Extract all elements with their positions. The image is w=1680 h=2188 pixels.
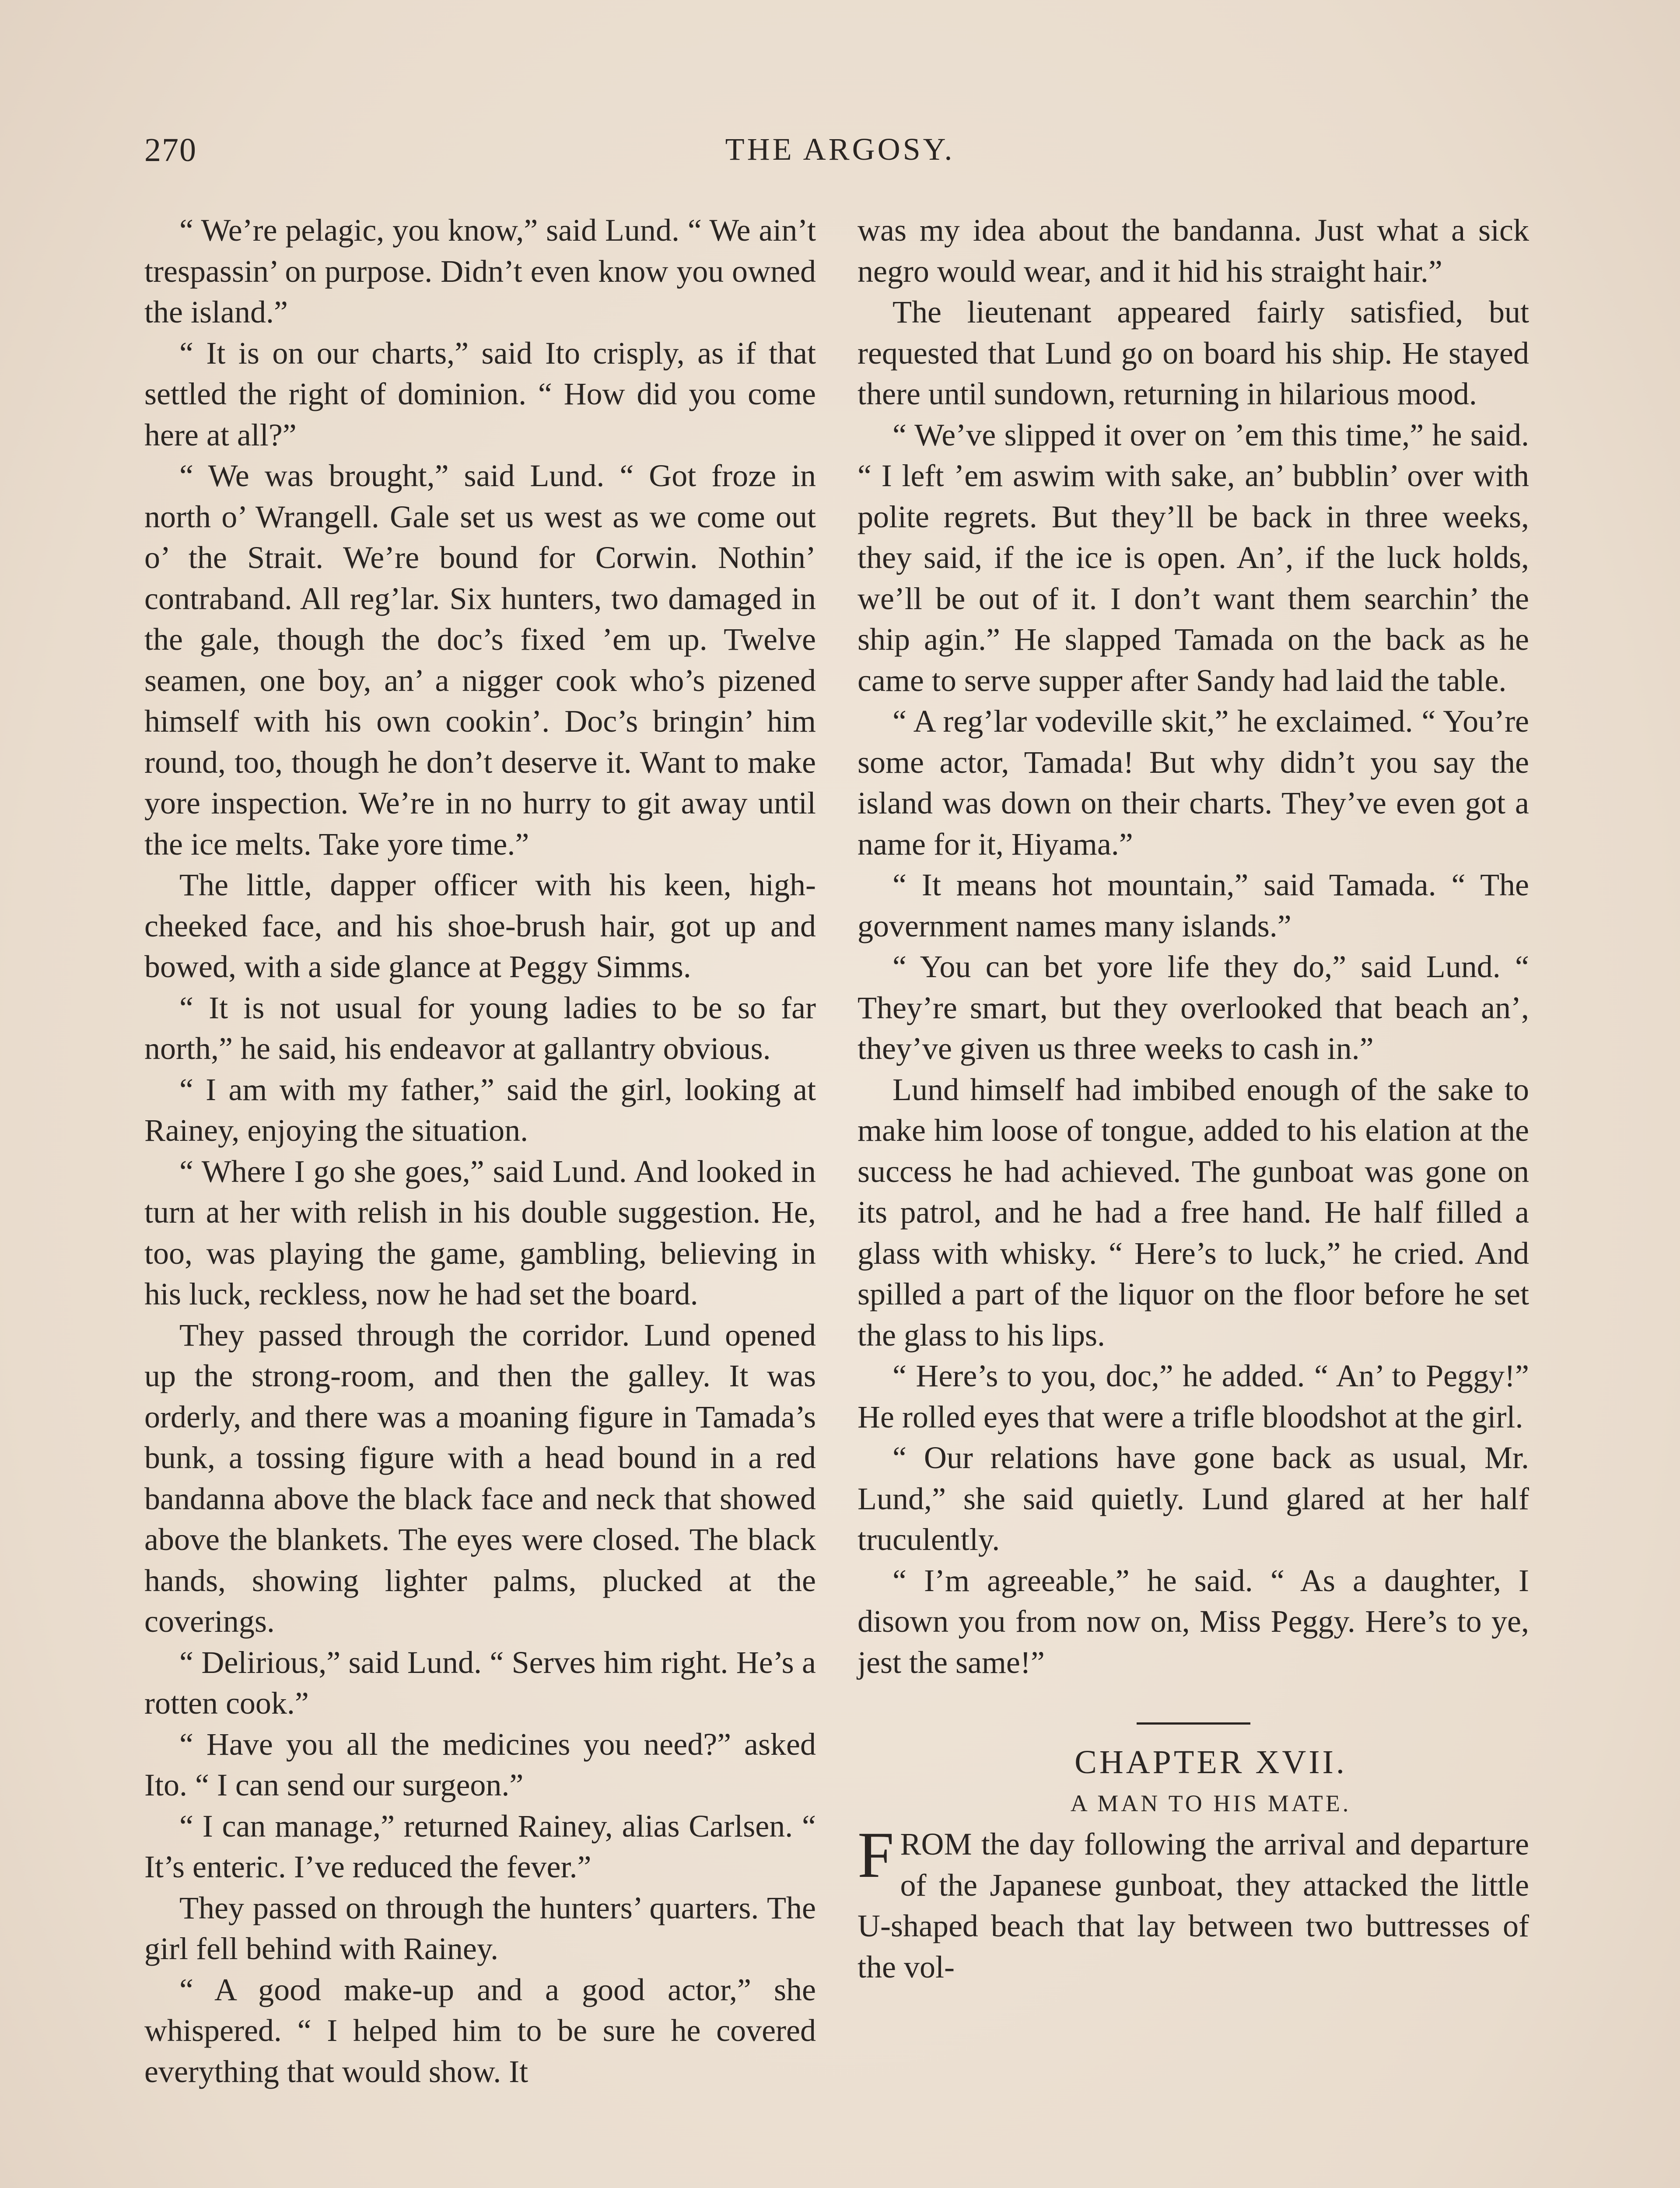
running-title: THE ARGOSY.: [725, 132, 955, 167]
paragraph: “ We was brought,” said Lund. “ Got froze in north o’ Wrangell. Gale set us west as we come out o’ the Strait. We’re bound for Corwin. Nothin’ contraband. All reg’lar. Six hunters, two damaged in the gale, though the doc’s fixed ’em up. Twelve seamen, one boy, an’ a nigger cook who’s pizened himself with his own cookin’. Doc’s bringin’ him round, too, though he don’t deserve it. Want to make yore inspection. We’re in no hurry to git away until the ice melts. Take yore time.”: [144, 458, 816, 862]
paragraph: The little, dapper officer with his keen, high-cheeked face, and his shoe-brush hair, got up and bowed, with a side glance at Peggy Simms.: [144, 867, 816, 984]
page-number: 270: [144, 132, 197, 168]
chapter-opening-text: ROM the day following the arrival and departure of the Japanese gunboat, they attacked the little U-shaped beach that lay between two buttresses of the vol-: [858, 1827, 1529, 1985]
paragraph: “ I’m agreeable,” he said. “ As a daughter, I disown you from now on, Miss Peggy. Here’s to ye, jest the same!”: [858, 1563, 1529, 1680]
page-header: [144, 131, 1536, 179]
right-column: [858, 210, 1529, 1988]
paragraph: “ We’re pelagic, you know,” said Lund. “ We ain’t trespassin’ on purpose. Didn’t even know you owned the island.”: [144, 213, 816, 330]
left-column: [144, 210, 816, 2092]
paragraph: “ Here’s to you, doc,” he added. “ An’ to Peggy!” He rolled eyes that were a trifle bloodshot at the girl.: [858, 1358, 1529, 1434]
paragraph: “ Our relations have gone back as usual, Mr. Lund,” she said quietly. Lund glared at her half truculently.: [858, 1440, 1529, 1557]
section-divider: [1137, 1722, 1250, 1725]
paragraph: “ A reg’lar vodeville skit,” he exclaimed. “ You’re some actor, Tamada! But why didn’t you say the island was down on their charts. They’ve even got a name for it, Hiyama.”: [858, 704, 1529, 862]
paragraph: “ Where I go she goes,” said Lund. And looked in turn at her with relish in his double suggestion. He, too, was playing the game, gambling, believing in his luck, reckless, now he had set the board.: [144, 1154, 816, 1311]
paragraph: “ It is on our charts,” said Ito crisply, as if that settled the right of dominion. “ How did you come here at all?”: [144, 335, 816, 452]
chapter-opening-paragraph: [858, 1819, 1529, 1988]
paragraph: They passed through the corridor. Lund opened up the strong-room, and then the galley. It was orderly, and there was a moaning figure in Tamada’s bunk, a tossing figure with a head bound in a red bandanna above the black face and neck that showed above the blankets. The eyes were closed. The black hands, showing lighter palms, plucked at the coverings.: [144, 1317, 816, 1639]
paragraph: “ Have you all the medicines you need?” asked Ito. “ I can send our surgeon.”: [144, 1726, 816, 1802]
chapter-subtitle: A MAN TO HIS MATE.: [1070, 1790, 1351, 1816]
paragraph: “ Delirious,” said Lund. “ Serves him right. He’s a rotten cook.”: [144, 1645, 816, 1721]
paragraph: “ It means hot mountain,” said Tamada. “ The government names many islands.”: [858, 867, 1529, 943]
paragraph: Lund himself had imbibed enough of the sake to make him loose of tongue, added to his elation at the success he had achieved. The gunboat was gone on its patrol, and he had a free hand. He half filled a glass with whisky. “ Here’s to luck,” he cried. And spilled a part of the liquor on the floor before he set the glass to his lips.: [858, 1072, 1529, 1353]
paragraph: “ I can manage,” returned Rainey, alias Carlsen. “ It’s enteric. I’ve reduced the fever.”: [144, 1808, 816, 1884]
paragraph: “ We’ve slipped it over on ’em this time,” he said. “ I left ’em aswim with sake, an’ bubblin’ over with polite regrets. But they’ll be back in three weeks, they said, if the ice is open. An’, if the luck holds, we’ll be out of it. I don’t want them searchin’ the ship agin.” He slapped Tamada on the back as he came to serve supper after Sandy had laid the table.: [858, 417, 1529, 698]
paragraph: “ I am with my father,” said the girl, looking at Rainey, enjoying the situation.: [144, 1072, 816, 1148]
paragraph: “ A good make-up and a good actor,” she whispered. “ I helped him to be sure he covered everything that would show. It: [144, 1972, 816, 2089]
paragraph: was my idea about the bandanna. Just what a sick negro would wear, and it hid his straight hair.”: [858, 213, 1529, 289]
paragraph: “ You can bet yore life they do,” said Lund. “ They’re smart, but they overlooked that beach an’, they’ve given us three weeks to cash in.”: [858, 949, 1529, 1066]
paragraph: The lieutenant appeared fairly satisfied, but requested that Lund go on board his ship. He stayed there until sundown, returning in hilarious mood.: [858, 295, 1529, 411]
drop-cap: F: [858, 1819, 894, 1891]
chapter-title: CHAPTER XVII.: [1074, 1744, 1347, 1781]
paragraph: They passed on through the hunters’ quarters. The girl fell behind with Rainey.: [144, 1890, 816, 1966]
paragraph: “ It is not usual for young ladies to be so far north,” he said, his endeavor at gallantry obvious.: [144, 990, 816, 1066]
